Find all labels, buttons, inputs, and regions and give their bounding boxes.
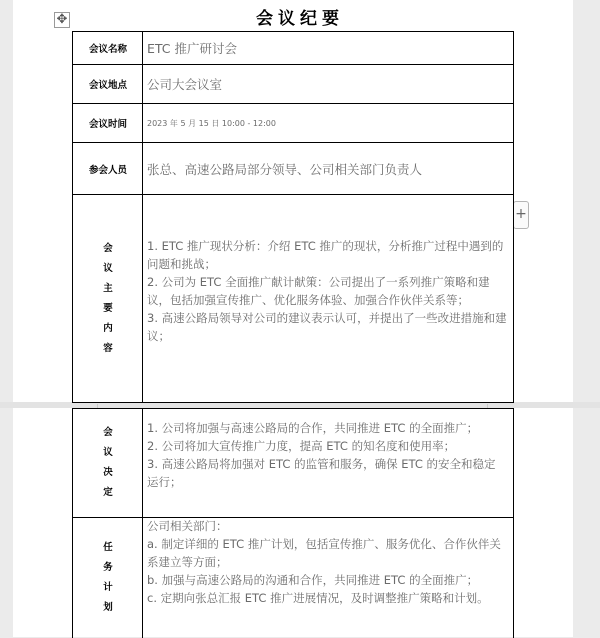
decision-item: 1. 公司将加强与高速公路局的合作，共同推进 ETC 的全面推广； [147,421,479,435]
document-title: 会议纪要 [256,9,344,29]
attendees-label: 参会人员 [88,164,127,176]
meeting-table-continued [72,408,514,638]
main-content-value[interactable] [147,237,507,345]
meeting-place-value[interactable]: 公司大会议室 [147,77,223,92]
meeting-place-label: 会议地点 [88,80,127,91]
task-item: c. 定期向张总汇报 ETC 推广进展情况，及时调整推广策略和计划。 [147,591,489,605]
label-char: 要 [103,303,113,314]
task-plan-label [73,518,143,638]
label-char: 务 [103,562,113,573]
label-char: 容 [103,343,113,354]
decision-item: 3. 高速公路局将加强对 ETC 的监管和服务，确保 ETC 的安全和稳定运行； [147,457,496,489]
decisions-value[interactable] [147,419,507,491]
table-move-handle-icon[interactable]: ✥ [54,12,70,28]
label-char: 划 [103,602,113,613]
label-char: 任 [103,542,113,553]
label-char: 决 [103,467,113,478]
label-char: 议 [103,263,113,274]
meeting-time-label: 会议时间 [88,119,127,130]
decision-item: 2. 公司将加大宣传推广力度，提高 ETC 的知名度和使用率； [147,439,456,453]
label-char: 定 [103,487,113,498]
meeting-name-value[interactable]: ETC 推广研讨会 [147,41,238,56]
task-plan-value[interactable] [147,517,507,607]
content-item: 1. ETC 推广现状分析：介绍 ETC 推广的现状，分析推广过程中遇到的问题和挑战； [147,239,504,271]
content-item: 2. 公司为 ETC 全面推广献计献策：公司提出了一系列推广策略和建议，包括加强宣传推广、优化服务体验、加强合作伙伴关系等； [147,275,490,307]
add-row-button[interactable]: + [513,201,529,229]
main-content-label [73,195,143,403]
task-item: b. 加强与高速公路局的沟通和合作，共同推进 ETC 的全面推广； [147,573,479,587]
label-char: 计 [103,582,113,593]
label-char: 议 [103,447,113,458]
attendees-value[interactable]: 张总、高速公路局部分领导、公司相关部门负责人 [147,161,423,177]
label-char: 主 [103,283,113,294]
meeting-name-label: 会议名称 [88,44,127,55]
content-item: 3. 高速公路局领导对公司的建议表示认可，并提出了一些改进措施和建议； [147,311,507,343]
label-char: 会 [103,427,113,438]
label-char: 会 [103,243,113,254]
decisions-label [73,409,143,517]
meeting-time-value[interactable]: 2023 年 5 月 15 日 10:00 - 12:00 [147,118,276,128]
meeting-table [72,31,514,403]
label-char: 内 [103,323,113,334]
task-heading: 公司相关部门： [147,519,228,533]
task-item: a. 制定详细的 ETC 推广计划，包括宣传推广、服务优化、合作伙伴关系建立等方面； [147,537,501,569]
